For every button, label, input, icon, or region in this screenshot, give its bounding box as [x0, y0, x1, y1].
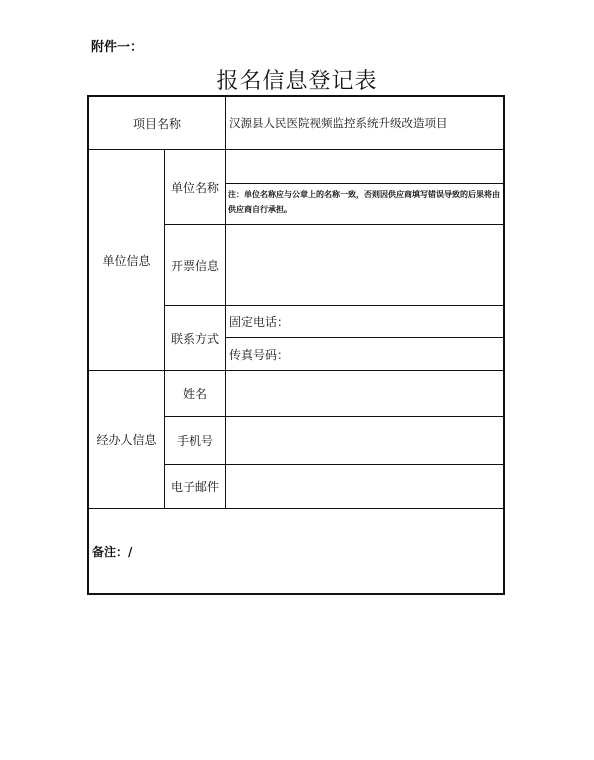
unit-name-note: 注：单位名称应与公章上的名称一致，否则因供应商填写错误导致的后果将由供应商自行承担。 — [228, 189, 500, 214]
unit-info-label: 单位信息 — [102, 253, 151, 268]
invoice-field[interactable] — [226, 225, 503, 305]
fax-label: 传真号码： — [229, 347, 290, 362]
invoice-label: 开票信息 — [170, 258, 219, 273]
email-label: 电子邮件 — [170, 480, 219, 494]
remarks-label: 备注：/ — [92, 544, 133, 559]
contact-label: 联系方式 — [170, 331, 219, 346]
project-name-label: 项目名称 — [132, 116, 181, 131]
name-field[interactable] — [226, 371, 503, 416]
form-title: 报名信息登记表 — [216, 69, 378, 94]
name-label: 姓名 — [182, 387, 207, 401]
fixed-phone-label: 固定电话： — [229, 315, 290, 329]
mobile-label: 手机号 — [176, 434, 213, 448]
attachment-label: 附件一： — [91, 40, 144, 55]
email-field[interactable] — [226, 465, 503, 508]
handler-info-label: 经办人信息 — [96, 433, 157, 447]
registration-form-table — [87, 95, 505, 595]
unit-name-label: 单位名称 — [170, 180, 219, 195]
unit-name-field[interactable] — [226, 150, 503, 183]
mobile-field[interactable] — [226, 417, 503, 464]
project-name-value: 汉源县人民医院视频监控系统升级改造项目 — [229, 116, 448, 130]
